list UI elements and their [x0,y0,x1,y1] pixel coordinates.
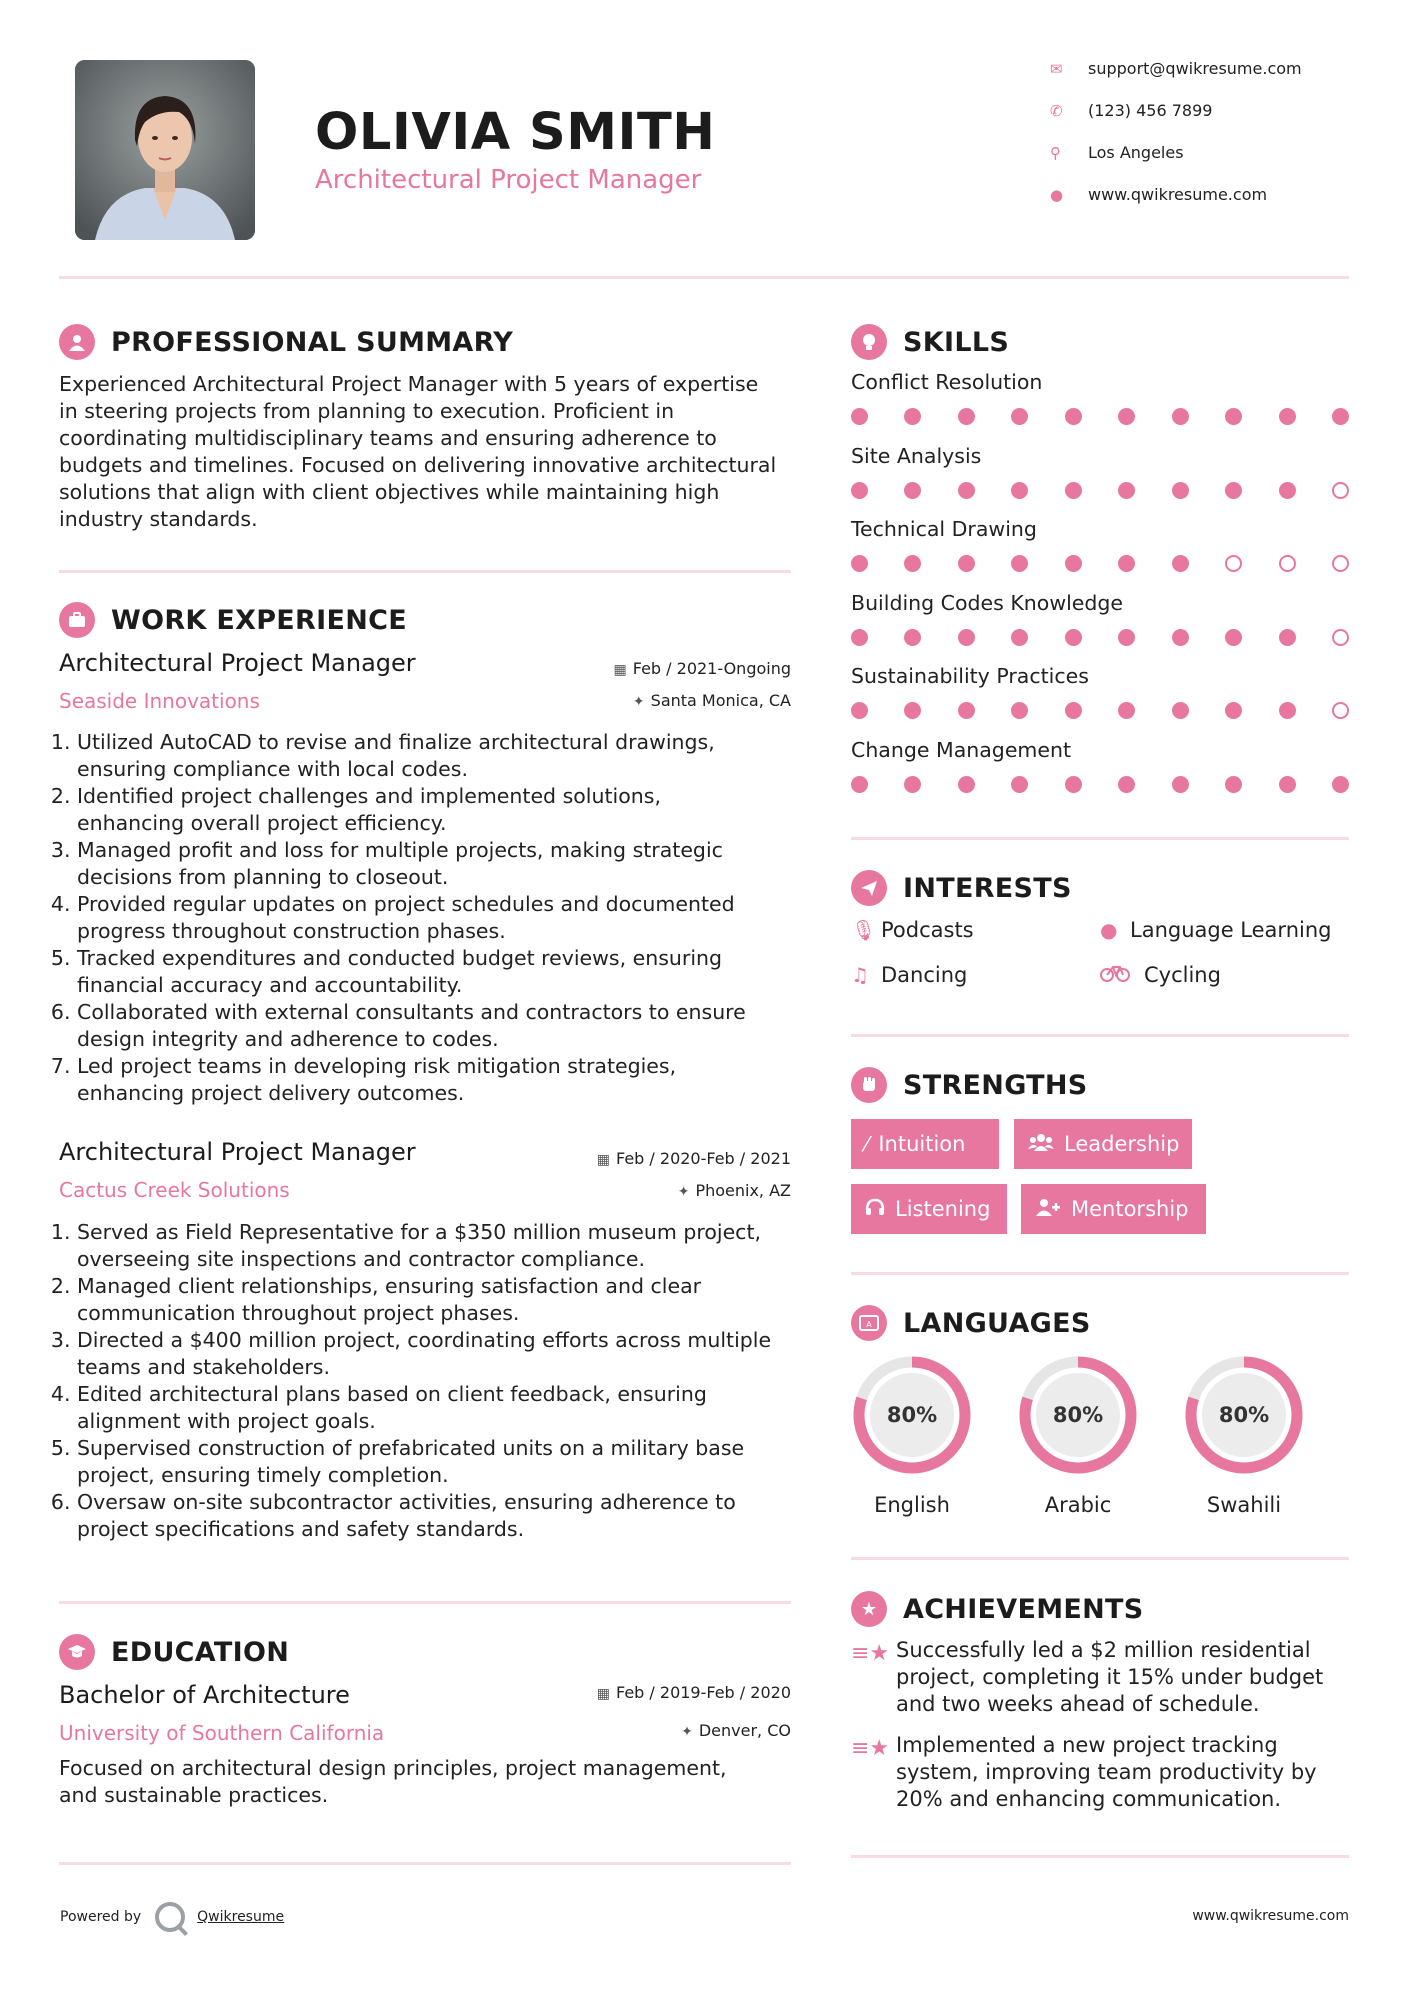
job-title: Architectural Project Manager [59,1138,416,1166]
rating-dot-filled [1011,555,1028,572]
language-percent: 80% [1052,1403,1104,1427]
language-card-icon [851,1305,887,1341]
rating-dot-filled [1279,702,1296,719]
rating-dot-filled [904,702,921,719]
rating-dot-filled [1118,629,1135,646]
strength-tag-mentorship: Mentorship [1021,1184,1206,1234]
list-item: 2. Identified project challenges and implemented solutions, enhancing overall project efficiency. [77,783,799,837]
rating-dot-filled [1065,629,1082,646]
rating-dot-filled [1011,776,1028,793]
rating-dot-filled [851,702,868,719]
headphones-icon [865,1197,885,1221]
contact-location [1050,143,1184,162]
school-name: University of Southern California [59,1721,385,1745]
email-text: support@qwikresume.com [1088,59,1302,78]
interests-heading [851,870,1072,906]
rating-dot-filled [1172,408,1189,425]
list-item: 7. Led project teams in developing risk mitigation strategies, enhancing project delivery outcomes. [77,1053,799,1107]
work-divider [59,1601,791,1604]
candidate-title: Architectural Project Manager [315,165,702,195]
language-percent: 80% [886,1403,938,1427]
pin-icon: ✦ [681,1724,693,1740]
globe-icon: ● [1050,185,1064,204]
shooting-star-icon: ≡★ [851,1736,890,1761]
job-date: ▦ Feb / 2020-Feb / 2021 [596,1149,791,1168]
rating-dot-filled [904,555,921,572]
achievements-heading [851,1591,1144,1627]
language-item [1182,1353,1306,1517]
rating-dot-filled [904,776,921,793]
interest-item-cycling: Cycling [1100,963,1221,987]
rating-dot-filled [904,629,921,646]
rating-dot-filled [1118,408,1135,425]
rating-dot-filled [851,408,868,425]
rating-dot-filled [958,555,975,572]
skill-rating [851,776,1349,793]
job-company: Seaside Innovations [59,689,260,713]
users-icon [1028,1132,1054,1156]
skill-rating [851,482,1349,499]
qwikresume-logo-icon [155,1902,185,1932]
strength-tag-leadership: Leadership [1014,1119,1192,1169]
skill-name: Site Analysis [851,443,982,468]
interest-item-dancing: ♫ Dancing [851,963,968,987]
job-duties-list [59,729,799,1107]
rating-dot-filled [1065,408,1082,425]
degree-title: Bachelor of Architecture [59,1681,350,1709]
rating-dot-filled [1279,482,1296,499]
skill-name: Change Management [851,737,1072,762]
rating-dot-filled [1065,702,1082,719]
rating-dot-filled [1118,776,1135,793]
rating-dot-filled [1065,482,1082,499]
contact-phone[interactable] [1050,101,1212,120]
calendar-icon: ▦ [596,1152,610,1168]
language-name: English [874,1493,950,1517]
microphone-icon: 🎙︎ [851,918,877,942]
job-location: ✦ Phoenix, AZ [677,1181,791,1200]
map-pin-icon: ⚲ [1050,143,1061,162]
rating-dot-empty [1332,629,1349,646]
brand-link[interactable]: Qwikresume [197,1909,285,1925]
list-item: 1. Served as Field Representative for a $350 million museum project, overseeing site inspections and contractor compliance. [77,1219,799,1273]
rating-dot-filled [1332,776,1349,793]
fist-icon [851,1067,887,1103]
phone-icon: ✆ [1050,101,1063,120]
job-duties-list [59,1219,799,1543]
strengths-heading-label: STRENGTHS [903,1069,1088,1101]
skill-name: Conflict Resolution [851,370,1043,394]
job-date: ▦ Feb / 2021-Ongoing [613,659,791,678]
achievements-heading-label: ACHIEVEMENTS [903,1593,1144,1625]
education-heading-label: EDUCATION [111,1636,290,1668]
bicycle-icon [1100,963,1134,987]
shooting-star-icon: ≡★ [851,1641,890,1666]
list-item: 3. Directed a $400 million project, coordinating efforts across multiple teams and stakeholders. [77,1327,799,1381]
rating-dot-filled [958,776,975,793]
rating-dot-filled [1011,408,1028,425]
education-divider [59,1862,791,1865]
education-heading [59,1634,289,1670]
rating-dot-filled [1279,408,1296,425]
location-text: Los Angeles [1088,143,1184,162]
list-item: 5. Supervised construction of prefabricated units on a military base project, ensuring timely completion. [77,1435,799,1489]
skill-name: Technical Drawing [851,517,1037,541]
rating-dot-filled [1279,629,1296,646]
strengths-divider [851,1272,1349,1275]
candidate-name: OLIVIA SMITH [315,103,716,162]
rating-dot-filled [1225,776,1242,793]
profile-photo [75,60,255,240]
rating-dot-filled [1118,702,1135,719]
summary-divider [59,570,791,573]
rating-dot-filled [851,555,868,572]
languages-divider [851,1557,1349,1560]
rating-dot-filled [1011,702,1028,719]
skills-divider [851,837,1349,840]
rating-dot-filled [958,482,975,499]
rating-dot-filled [1172,482,1189,499]
user-icon [59,324,95,360]
interests-heading-label: INTERESTS [903,872,1072,904]
user-plus-icon [1035,1197,1061,1221]
calendar-icon: ▦ [596,1686,610,1702]
interests-divider [851,1034,1349,1037]
rating-dot-filled [1225,629,1242,646]
languages-heading [851,1305,1091,1341]
list-item: 5. Tracked expenditures and conducted budget reviews, ensuring financial accuracy and accountability. [77,945,799,999]
rating-dot-filled [1011,629,1028,646]
footer-powered-by [60,1902,284,1932]
star-badge-icon: ★ [851,1591,887,1627]
language-name: Arabic [1044,1493,1112,1517]
skills-heading [851,324,1009,360]
rating-dot-filled [851,629,868,646]
list-item: 4. Provided regular updates on project schedules and documented progress throughout construction phases. [77,891,799,945]
svg-text:A: A [866,1320,872,1329]
rating-dot-filled [1172,702,1189,719]
rating-dot-filled [904,408,921,425]
website-text: www.qwikresume.com [1088,185,1268,204]
language-percent: 80% [1218,1403,1270,1427]
paper-plane-icon [851,870,887,906]
lightbulb-icon [851,324,887,360]
rating-dot-filled [1172,555,1189,572]
rating-dot-empty [1332,702,1349,719]
rating-dot-filled [904,482,921,499]
skill-name: Building Codes Knowledge [851,590,1124,615]
rating-dot-filled [958,629,975,646]
phone-text: (123) 456 7899 [1088,101,1213,120]
summary-heading-label: PROFESSIONAL SUMMARY [111,326,514,358]
rating-dot-filled [1118,555,1135,572]
rating-dot-filled [1065,555,1082,572]
list-item: 3. Managed profit and loss for multiple projects, making strategic decisions from planning to closeout. [77,837,799,891]
pin-icon: ✦ [632,694,645,710]
envelope-icon: ✉ [1050,59,1063,78]
rating-dot-filled [1225,408,1242,425]
language-item [1016,1353,1140,1517]
skill-name: Sustainability Practices [851,664,1089,688]
rating-dot-filled [1225,702,1242,719]
music-note-icon: ♫ [851,963,869,987]
rating-dot-filled [1065,776,1082,793]
strength-tag-intuition: ⁄ Intuition [851,1119,999,1169]
list-item: 6. Collaborated with external consultants and contractors to ensure design integrity and adherence to codes. [77,999,799,1053]
powered-by-label: Powered by [60,1909,142,1925]
list-item: 2. Managed client relationships, ensuring satisfaction and clear communication throughout project phases. [77,1273,799,1327]
achievement-item: Successfully led a $2 million residential project, completing it 15% under budget and two weeks ahead of schedule. [896,1638,1324,1716]
work-heading [59,602,407,638]
job-location: ✦ Santa Monica, CA [632,691,791,710]
rating-dot-filled [1332,408,1349,425]
rating-dot-empty [1332,482,1349,499]
rating-dot-filled [958,408,975,425]
rating-dot-filled [958,702,975,719]
skills-heading-label: SKILLS [903,326,1010,358]
globe-icon: ● [1100,918,1118,942]
list-item: 6. Oversaw on-site subcontractor activities, ensuring adherence to project specifications and safety standards. [77,1489,799,1543]
education-date: ▦ Feb / 2019-Feb / 2020 [596,1683,791,1702]
languages-heading-label: LANGUAGES [903,1307,1091,1339]
rating-dot-filled [1011,482,1028,499]
rating-dot-filled [1225,482,1242,499]
work-heading-label: WORK EXPERIENCE [111,604,407,636]
magic-wand-icon: ⁄ [865,1132,869,1156]
calendar-icon: ▦ [613,662,627,678]
interest-item-podcasts: 🎙︎ Podcasts [851,918,974,942]
interest-item-language-learning: ● Language Learning [1100,918,1332,942]
rating-dot-filled [1118,482,1135,499]
graduation-cap-icon [59,1634,95,1670]
education-location: ✦ Denver, CO [681,1721,791,1740]
summary-text: Experienced Architectural Project Manager with 5 years of expertise in steering projects from planning to execution. Proficient in coordinating multidisciplinary teams and ensuring adherence to budgets and timelines. Focused on delivering innovative architectural solutions that align with client objectives while maintaining high industry standards. [59,372,777,531]
rating-dot-empty [1332,555,1349,572]
list-item: 4. Edited architectural plans based on client feedback, ensuring alignment with project goals. [77,1381,799,1435]
contact-email[interactable] [1050,59,1302,78]
rating-dot-empty [1279,555,1296,572]
skill-rating [851,702,1349,719]
rating-dot-filled [851,482,868,499]
strength-tag-listening: Listening [851,1184,1007,1234]
briefcase-icon [59,602,95,638]
footer-url[interactable]: www.qwikresume.com [1192,1908,1349,1924]
language-name: Swahili [1206,1493,1282,1517]
job-title: Architectural Project Manager [59,649,416,677]
pin-icon: ✦ [677,1184,690,1200]
achievements-divider [851,1855,1349,1858]
rating-dot-filled [1172,776,1189,793]
achievement-item: Implemented a new project tracking system, improving team productivity by 20% and enhancing communication. [896,1733,1317,1811]
strengths-heading [851,1067,1088,1103]
job-company: Cactus Creek Solutions [59,1178,290,1202]
rating-dot-filled [851,776,868,793]
rating-dot-empty [1225,555,1242,572]
contact-website[interactable] [1050,185,1267,204]
language-item [850,1353,974,1517]
list-item: 1. Utilized AutoCAD to revise and finalize architectural drawings, ensuring compliance with local codes. [77,729,799,783]
rating-dot-filled [1279,776,1296,793]
skill-rating [851,408,1349,425]
rating-dot-filled [1172,629,1189,646]
education-description: Focused on architectural design principles, project management, and sustainable practices. [59,1756,727,1807]
skill-rating [851,629,1349,646]
summary-heading [59,324,513,360]
header-divider [59,276,1349,279]
skill-rating [851,555,1349,572]
